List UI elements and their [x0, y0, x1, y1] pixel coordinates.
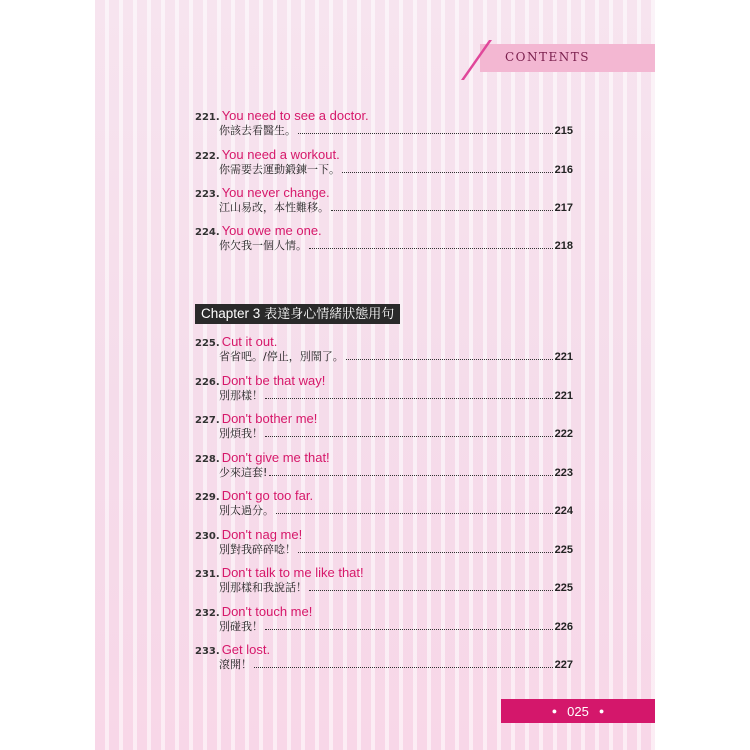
- entry-chinese-translation: 別那樣和我說話！: [219, 581, 307, 594]
- entry-chinese-translation: 你欠我一個人情。: [219, 239, 307, 252]
- dot-leader: [265, 388, 553, 399]
- entry-page-number: 223: [554, 467, 573, 479]
- toc-entry: [195, 183, 573, 216]
- page-number: 025: [567, 703, 589, 719]
- dot-leader: [342, 162, 553, 173]
- entry-number: 224.: [195, 227, 220, 238]
- entry-number: 230.: [195, 531, 220, 542]
- entry-english-phrase: Cut it out.: [221, 334, 278, 349]
- entry-english-phrase: Don't talk to me like that!: [221, 565, 364, 580]
- dot-leader: [254, 657, 553, 668]
- entry-number: 231.: [195, 569, 220, 580]
- entry-page-number: 221: [554, 351, 573, 363]
- badge-dot-icon: ●: [551, 706, 558, 716]
- entry-page-number: 216: [554, 164, 573, 176]
- entry-number: 222.: [195, 151, 220, 162]
- toc-entry: [195, 640, 573, 673]
- entry-english-phrase: Don't be that way!: [221, 373, 326, 388]
- entry-chinese-translation: 少來這套!: [219, 466, 268, 479]
- toc-entry: [195, 448, 573, 481]
- entry-chinese-translation: 滾開！: [219, 658, 252, 671]
- entry-number: 228.: [195, 454, 220, 465]
- entry-chinese-translation: 江山易改，本性難移。: [219, 201, 329, 214]
- entry-page-number: 227: [554, 659, 573, 671]
- toc-entry: [195, 563, 573, 596]
- entry-chinese-translation: 你該去看醫生。: [219, 124, 296, 137]
- toc-entry: [195, 371, 573, 404]
- entry-chinese-translation: 省省吧。/停止，別鬧了。: [219, 350, 344, 363]
- dot-leader: [265, 619, 553, 630]
- entry-number: 226.: [195, 377, 220, 388]
- entry-english-phrase: Don't bother me!: [221, 411, 318, 426]
- entry-chinese-translation: 別碰我！: [219, 620, 263, 633]
- page-number-badge: [501, 699, 655, 723]
- entry-english-phrase: Don't touch me!: [221, 604, 313, 619]
- toc-entry: [195, 106, 573, 139]
- entry-page-number: 225: [554, 582, 573, 594]
- entry-english-phrase: You never change.: [221, 185, 330, 200]
- entry-page-number: 221: [554, 390, 573, 402]
- dot-leader: [276, 503, 553, 514]
- entry-page-number: 217: [554, 202, 573, 214]
- entry-english-phrase: You need a workout.: [221, 147, 340, 162]
- entry-page-number: 224: [554, 505, 573, 517]
- entry-english-phrase: You need to see a doctor.: [221, 108, 369, 123]
- dot-leader: [265, 426, 553, 437]
- entry-number: 232.: [195, 608, 220, 619]
- entry-number: 225.: [195, 338, 220, 349]
- entry-english-phrase: You owe me one.: [221, 223, 322, 238]
- entry-chinese-translation: 別煩我！: [219, 427, 263, 440]
- chapter-label: Chapter 3: [201, 306, 261, 321]
- entry-number: 223.: [195, 189, 220, 200]
- dot-leader: [346, 349, 553, 360]
- chapter-heading: [195, 304, 400, 324]
- entry-english-phrase: Get lost.: [221, 642, 271, 657]
- entry-page-number: 218: [554, 240, 573, 252]
- entry-chinese-translation: 別太過分。: [219, 504, 274, 517]
- entry-chinese-translation: 你需要去運動鍛鍊一下。: [219, 163, 340, 176]
- toc-entry: [195, 602, 573, 635]
- book-page: [95, 0, 655, 750]
- toc-entry: [195, 221, 573, 254]
- entry-page-number: 215: [554, 125, 573, 137]
- entry-number: 229.: [195, 492, 220, 503]
- dot-leader: [309, 580, 553, 591]
- dot-leader: [269, 465, 552, 476]
- dot-leader: [298, 123, 553, 134]
- entry-number: 221.: [195, 112, 220, 123]
- entry-english-phrase: Don't give me that!: [221, 450, 330, 465]
- toc-entry: [195, 409, 573, 442]
- toc-entry: [195, 486, 573, 519]
- dot-leader: [298, 542, 553, 553]
- entry-page-number: 222: [554, 428, 573, 440]
- entry-number: 233.: [195, 646, 220, 657]
- entry-english-phrase: Don't go too far.: [221, 488, 314, 503]
- entry-page-number: 226: [554, 621, 573, 633]
- entry-chinese-translation: 別那樣！: [219, 389, 263, 402]
- toc-entry: [195, 145, 573, 178]
- toc-entry: [195, 332, 573, 365]
- entry-number: 227.: [195, 415, 220, 426]
- contents-header-title: CONTENTS: [505, 50, 591, 64]
- dot-leader: [309, 238, 553, 249]
- toc-entry: [195, 525, 573, 558]
- dot-leader: [331, 200, 553, 211]
- chapter-title: 表達身心情緒狀態用句: [264, 307, 395, 322]
- entry-page-number: 225: [554, 544, 573, 556]
- badge-dot-icon: ●: [598, 706, 605, 716]
- entry-chinese-translation: 別對我碎碎唸！: [219, 543, 296, 556]
- entry-english-phrase: Don't nag me!: [221, 527, 303, 542]
